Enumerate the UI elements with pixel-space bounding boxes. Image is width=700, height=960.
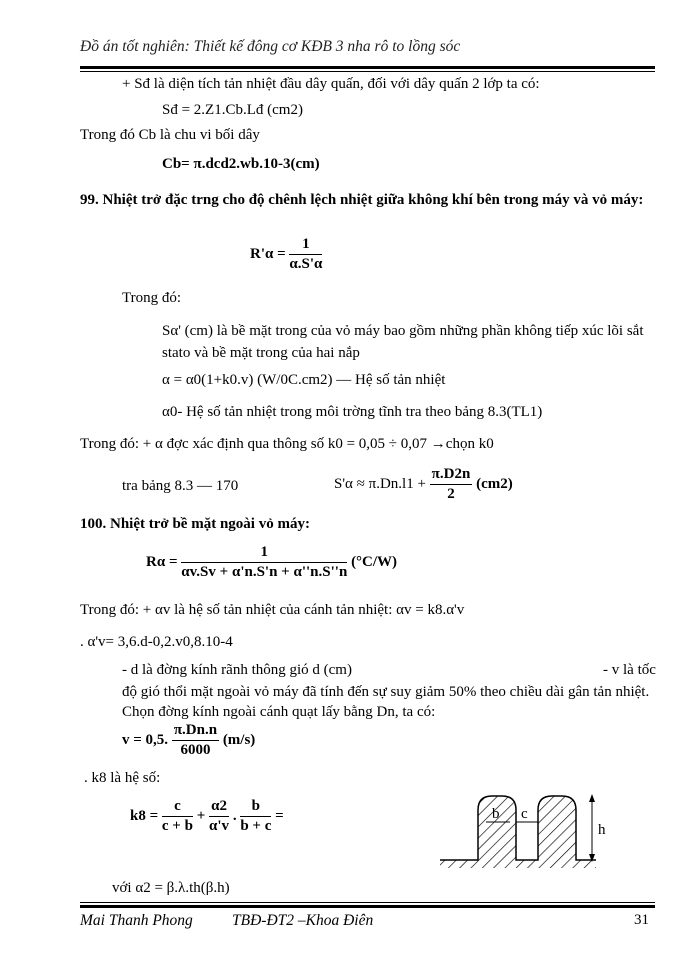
header-rule-thick	[80, 66, 655, 69]
k8-f2-denominator: α'v	[209, 818, 230, 834]
r-n-lhs: Rα =	[146, 553, 178, 570]
k8-equals: =	[275, 807, 284, 824]
r-alpha-lhs: R'α =	[250, 245, 286, 262]
k8-fraction-2	[209, 798, 229, 835]
k8-fraction-1	[162, 798, 193, 835]
footer-class: TBĐ-ĐT2 –Khoa Điên	[232, 912, 374, 929]
s-alpha-fraction	[430, 466, 473, 503]
k8-formula: k8 = $\frac{c}{c + b}$ + $\frac{\alpha 2}{\alpha'v}$ . $\frac{b}{b + c}$ =	[130, 798, 284, 834]
sd-formula: Sđ = 2.Z1.Cb.Lđ (cm2)	[162, 102, 303, 118]
v-fraction	[172, 722, 219, 759]
alpha-formula: α = α0(1+k0.v) (W/0C.cm2) — Hệ số tản nhiệt	[162, 372, 446, 388]
page-header-title: Đồ án tốt nghiên: Thiết kế đông cơ KĐB 3 nha rô to lồng sóc	[80, 38, 461, 55]
k8-f3-numerator: b	[240, 798, 271, 817]
k8-f3-denominator: b + c	[240, 818, 272, 834]
footer-page-number: 31	[634, 912, 649, 928]
fin-2-hatch	[538, 796, 576, 860]
k8-plus: +	[196, 807, 206, 824]
s-alpha-unit: (cm2)	[476, 475, 513, 492]
s-alpha-formula	[334, 466, 513, 503]
v-description-start: - v là tốc	[603, 662, 656, 678]
k8-f1-numerator: c	[162, 798, 193, 817]
r-n-formula	[146, 544, 397, 581]
cb-description: Trong đó Cb là chu vi bối dây	[80, 127, 260, 143]
v-description: độ gió thổi mặt ngoài vỏ máy đã tính đến sự suy giảm 50% theo chiều dài gân tản nhiệt. Chọn đờng kính ngoài cánh quạt lấy bằng Dn, ta có:	[122, 684, 650, 720]
footer-author: Mai Thanh Phong	[80, 912, 193, 929]
sd-description: + Sđ là diện tích tản nhiệt đầu dây quấn, đối với dây quấn 2 lớp ta có:	[122, 76, 540, 92]
alpha-v-prime-formula: . α'v= 3,6.d-0,2.v0,8.10-4	[80, 634, 233, 650]
v-formula	[122, 722, 255, 759]
alpha0-description: α0- Hệ số tản nhiệt trong môi trờng tĩnh tra theo bảng 8.3(TL1)	[162, 404, 543, 420]
footer-rule-thin	[80, 902, 655, 903]
s-alpha-numerator: π.D2n	[430, 466, 473, 485]
alpha-v-description: Trong đó: + αv là hệ số tản nhiệt của cánh tản nhiệt: αv = k8.α'v	[80, 602, 465, 618]
fin-base-hatch	[440, 860, 596, 868]
r-alpha-formula	[250, 236, 322, 273]
v-lhs: v = 0,5.	[122, 731, 169, 748]
s-alpha-description: Sα' (cm) là bề mặt trong của vỏ máy bao gồm những phần không tiếp xúc lõi sắt stato và bề mặt trong của hai nắp	[162, 323, 644, 361]
header-rule-thin	[80, 71, 655, 72]
alpha-k0-line: Trong đó: + α đợc xác định qua thông số k0 = 0,05 ÷ 0,07 →chọn k0	[80, 436, 494, 452]
d-description: - d là đờng kính rãnh thông gió d (cm)	[122, 662, 352, 678]
r-alpha-fraction	[289, 236, 322, 273]
k8-f2-numerator: α2	[209, 798, 229, 817]
alpha2-formula: với α2 = β.λ.th(β.h)	[112, 880, 230, 896]
r-n-denominator: αv.Sv + α'n.S'n + α''n.S''n	[181, 564, 348, 580]
k8-fraction-3	[240, 798, 271, 835]
r-alpha-denominator: α.S'α	[289, 256, 323, 272]
s-alpha-lhs: S'α ≈ π.Dn.l1 +	[334, 475, 430, 492]
k8-f1-denominator: c + b	[161, 818, 193, 834]
v-denominator: 6000	[180, 742, 211, 758]
fig-label-c: c	[521, 806, 528, 822]
r-n-unit: (°C/W)	[351, 553, 398, 570]
k8-description: . k8 là hệ số:	[84, 770, 161, 786]
h-arrow-top	[589, 794, 595, 802]
r-n-fraction	[181, 544, 347, 581]
tra-bang-line: tra bảng 8.3 — 170	[122, 478, 239, 494]
fig-label-b: b	[492, 806, 500, 822]
k8-lhs: k8 =	[130, 807, 159, 824]
fig-label-h: h	[598, 822, 606, 838]
s-alpha-denominator: 2	[447, 486, 455, 502]
fin-diagram	[436, 778, 626, 870]
section-99-title: 99. Nhiệt trở đặc trng cho độ chênh lệch nhiệt giữa không khí bên trong máy và vỏ máy:	[80, 192, 644, 208]
v-numerator: π.Dn.n	[172, 722, 219, 741]
trong-do-label: Trong đó:	[122, 290, 182, 306]
cb-formula: Cb= π.dcd2.wb.10-3(cm)	[162, 156, 320, 172]
r-alpha-numerator: 1	[289, 236, 322, 255]
section-100-title: 100. Nhiệt trở bề mặt ngoài vỏ máy:	[80, 516, 310, 532]
footer-rule-thick	[80, 905, 655, 908]
v-unit: (m/s)	[222, 731, 256, 748]
r-n-numerator: 1	[181, 544, 347, 563]
